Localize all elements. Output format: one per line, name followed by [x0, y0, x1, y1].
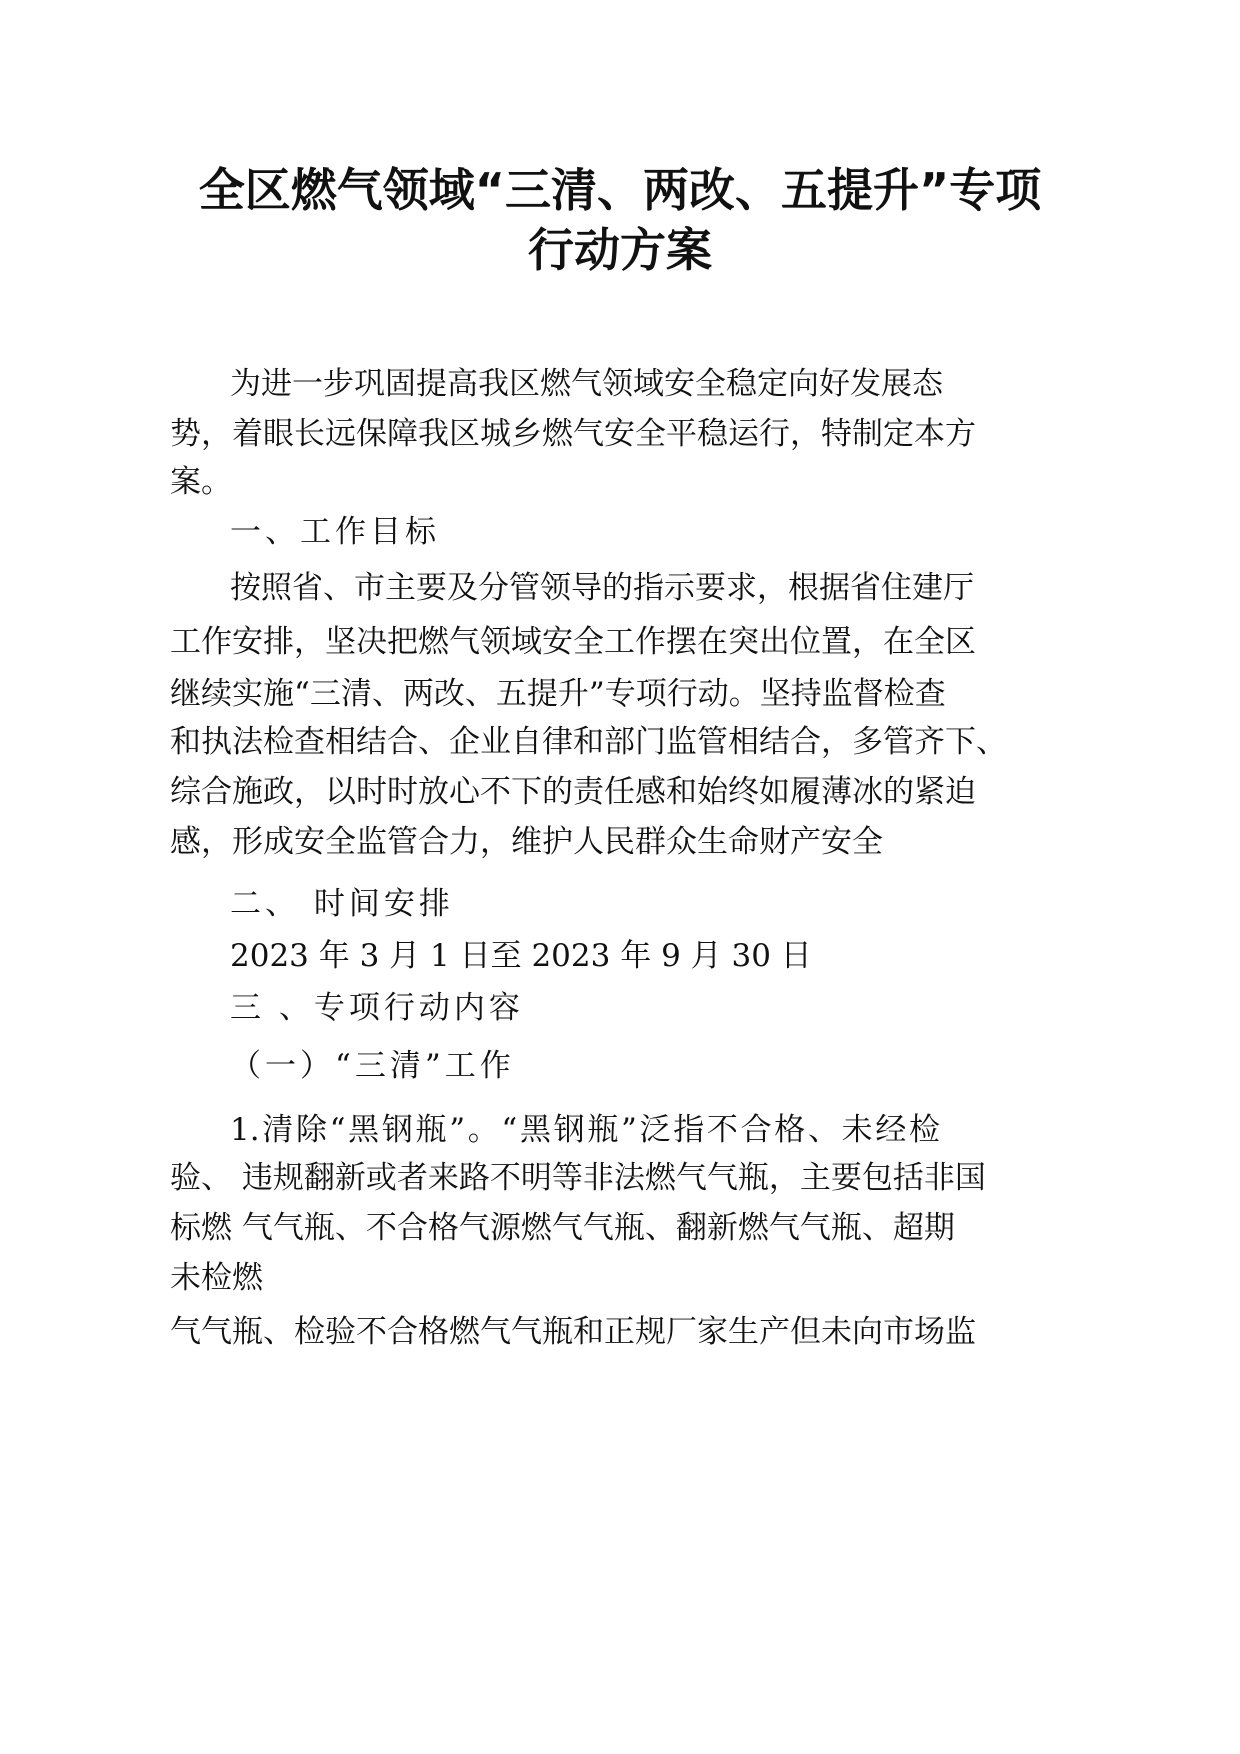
section2-heading: 二、 时间安排: [230, 886, 454, 922]
item1-line-5: 气气瓶、检验不合格燃气气瓶和正规厂家生产但未向市场监: [170, 1314, 976, 1350]
section1-line-5: 综合施政，以时时放心不下的责任感和始终如履薄冰的紧迫: [170, 774, 976, 810]
item1-line-1: 1.清除“黑钢瓶”。“黑钢瓶”泛指不合格、未经检: [230, 1112, 940, 1148]
intro-line-1: 为进一步巩固提高我区燃气领域安全稳定向好发展态: [230, 366, 943, 402]
section1-heading: 一、工作目标: [230, 514, 440, 550]
document-title-line-1: 全区燃气领域“三清、两改、五提升”专项: [198, 163, 1042, 217]
intro-line-3: 案。: [170, 464, 232, 500]
section1-line-6: 感，形成安全监管合力，维护人民群众生命财产安全: [170, 824, 883, 860]
section1-line-3: 继续实施“三清、两改、五提升”专项行动。坚持监督检查: [170, 676, 946, 712]
document-title-line-2: 行动方案: [528, 223, 712, 277]
subsection1-heading: （一）“三清”工作: [230, 1048, 515, 1084]
item1-line-2: 验、 违规翻新或者来路不明等非法燃气气瓶，主要包括非国: [170, 1160, 986, 1196]
section3-heading: 三 、专项行动内容: [230, 990, 524, 1026]
intro-line-2: 势，着眼长远保障我区城乡燃气安全平稳运行，特制定本方: [170, 416, 976, 452]
item1-line-3: 标燃 气气瓶、不合格气源燃气气瓶、翻新燃气气瓶、超期: [170, 1210, 955, 1246]
section1-line-2: 工作安排，坚决把燃气领域安全工作摆在突出位置，在全区: [170, 624, 976, 660]
item1-line-4: 未检燃: [170, 1260, 263, 1296]
section2-dates: 2023 年 3 月 1 日至 2023 年 9 月 30 日: [230, 938, 812, 974]
section1-line-1: 按照省、市主要及分管领导的指示要求，根据省住建厅: [230, 570, 974, 606]
section1-line-4: 和执法检查相结合、企业自律和部门监管相结合，多管齐下、: [170, 724, 1007, 760]
